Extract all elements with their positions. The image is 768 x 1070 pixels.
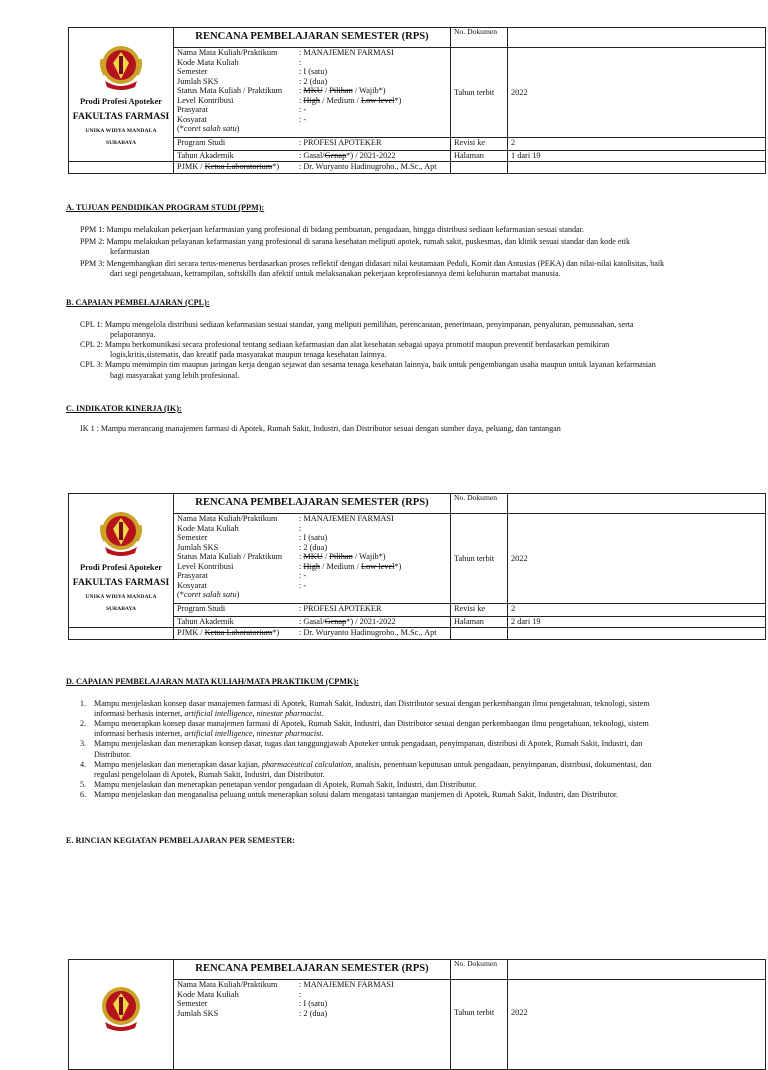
course-info-block: Nama Mata Kuliah/Praktikum : MANAJEMEN FARMASI Kode Mata Kuliah : Semester : I (satu) Jumlah SKS : 2 (dua) Status Mata Kuliah / Praktikum : MKU / Pilihan / Wajib*) Level Kontribusi : High / Medium / Low level*) Prasyarat : - Kosyarat : - (*coret salah satu) bbox=[174, 48, 451, 138]
course-name: : MANAJEMEN FARMASI bbox=[299, 980, 394, 989]
halaman-value: 2 dari 19 bbox=[508, 617, 766, 628]
tahun-terbit-value: 2022 bbox=[508, 48, 766, 138]
rps-title: RENCANA PEMBELAJARAN SEMESTER (RPS) bbox=[174, 28, 451, 48]
no-dokumen-label: No. Dokumen bbox=[451, 28, 508, 48]
university-logo-icon bbox=[99, 984, 143, 1032]
no-dokumen-value bbox=[508, 494, 766, 514]
section-e-title: E. RINCIAN KEGIATAN PEMBELAJARAN PER SEMESTER: bbox=[66, 836, 295, 845]
rps-header-table-1: Prodi Profesi Apoteker FAKULTAS FARMASI UNIKA WIDYA MANDALA SURABAYA RENCANA PEMBELAJARAN SEMESTER (RPS) No. Dokumen Nama Mata Kuliah/Praktikum : MANAJEMEN FARMASI Kode Mata Kuliah : Semester : I (satu) Jumlah SKS : 2 (dua) Status Mata Kuliah / Praktikum : MKU / Pilihan / Wajib*) Level Kontribusi : High / Medium / Low level*) Prasyarat : - Kosyarat : - (*coret salah satu) Tahun terbit 2022 Program Studi : PROFESI APOTEKER Revisi ke 2 Tahun Akademik : Gasal/Genap*) / 2021-2022 Halaman 1 dari 19 PJMK / Ketua Laboratorium*) : Dr. Wuryanto Hadinugroho., M.Sc., Apt bbox=[68, 27, 766, 174]
revisi-label: Revisi ke bbox=[451, 604, 508, 617]
list-item: 1. Mampu menjelaskan konsep dasar manajemen farmasi di Apotek, Rumah Sakit, Industri, dan Distributor sesuai dengan perkembangan ilmu pengetahuan, teknologi, sistem bbox=[80, 699, 650, 708]
rps-header-table-3 bbox=[68, 959, 766, 1070]
list-item: 4. Mampu menjelaskan dan menerapkan dasar kajian, pharmaceutical calculation, analisis, penentuan keputusan untuk pengadaan, penyimpanan, distribusi, dokumentasi, dan bbox=[80, 759, 652, 769]
pjmk-name: : Dr. Wuryanto Hadinugroho., M.Sc., Apt bbox=[299, 162, 437, 171]
rps-title: RENCANA PEMBELAJARAN SEMESTER (RPS) bbox=[174, 494, 451, 514]
revisi-value: 2 bbox=[508, 604, 766, 617]
rps-header-table-2: Prodi Profesi Apoteker FAKULTAS FARMASI UNIKA WIDYA MANDALA SURABAYA RENCANA PEMBELAJARAN SEMESTER (RPS) No. Dokumen Nama Mata Kuliah/Praktikum : MANAJEMEN FARMASI Kode Mata Kuliah : Semester : I (satu) Jumlah SKS : 2 (dua) Status Mata Kuliah / Praktikum : MKU / Pilihan / Wajib*) Level Kontribusi : High / Medium / Low level*) Prasyarat : - Kosyarat : - (*coret salah satu) Tahun terbit 2022 Program Studi : PROFESI APOTEKER Revisi ke 2 Tahun Akademik : Gasal/Genap*) / 2021-2022 Halaman 2 dari 19 PJMK / Ketua Laboratorium*) : Dr. Wuryanto Hadinugroho., M.Sc., Apt bbox=[68, 493, 766, 640]
institution-logo-cell bbox=[69, 494, 174, 628]
ik-list: IK 1 : Mampu merancang manajemen farmasi di Apotek, Rumah Sakit, Industri, dan Distributor sesuai dengan sumber daya, peluang, dan tantangan bbox=[80, 424, 561, 433]
cpl-list: CPL 1: Mampu mengelola distribusi sediaan kefarmasian sesuai standar, yang meliputi pemilihan, perencanaan, penerimaan, penyimpanan, penyaluran, pemusnahan, serta pelaporannya. CPL 2: Mampu berkomunikasi secara profesional tentang sediaan kefarmasian dan alat kesehatan sebagai upaya promotif maupun preventif berdasarkan pemikiran logis,kritis,sistematis, dan kreatif pada masyarakat maupun tenaga kesehatan lainnya. CPL 3: Mampu memimpin tim maupun jaringan kerja dengan sejawat dan sesama tenaga kesehatan lainnya, baik untuk pengembangan usaha maupun untuk layanan kefarmasian bagi masyarakat yang lebih profesional. bbox=[80, 320, 656, 380]
university-name: UNIKA WIDYA MANDALA bbox=[85, 594, 157, 601]
list-item: 3. Mampu menjelaskan dan menerapkan konsep dasar, tugas dan tanggungjawab Apoteker untuk pengadaan, penyimpanan, distribusi di Apotek, Rumah Sakit, Industri, dan bbox=[80, 739, 643, 749]
rps-title: RENCANA PEMBELAJARAN SEMESTER (RPS) bbox=[174, 960, 451, 980]
section-a-title: A. TUJUAN PENDIDIKAN PROGRAM STUDI (PPM): bbox=[66, 203, 265, 212]
tahun-terbit-label: Tahun terbit bbox=[451, 980, 508, 1070]
list-item: 5. Mampu menjelaskan dan menerapkan penetapan vendor pengadaan di Apotek, Rumah Sakit, Industri, dan Distributor. bbox=[80, 779, 477, 789]
section-d-title: D. CAPAIAN PEMBELAJARAN MATA KULIAH/MATA PRAKTIKUM (CPMK): bbox=[66, 677, 359, 686]
city-name: SURABAYA bbox=[105, 605, 137, 612]
prodi-name: Prodi Profesi Apoteker bbox=[79, 562, 163, 572]
prodi-name: Prodi Profesi Apoteker bbox=[79, 96, 163, 106]
tahun-terbit-value: 2022 bbox=[508, 514, 766, 604]
course-name: : MANAJEMEN FARMASI bbox=[299, 48, 394, 57]
halaman-value: 1 dari 19 bbox=[508, 151, 766, 162]
tahun-terbit-label: Tahun terbit bbox=[451, 514, 508, 604]
institution-logo-cell bbox=[69, 960, 174, 1070]
tahun-terbit-value: 2022 bbox=[508, 980, 766, 1070]
halaman-label: Halaman bbox=[451, 617, 508, 628]
no-dokumen-value bbox=[508, 960, 766, 980]
faculty-name: FAKULTAS FARMASI bbox=[72, 577, 170, 589]
course-info-block: Nama Mata Kuliah/Praktikum : MANAJEMEN FARMASI Kode Mata Kuliah : Semester : I (satu) Jumlah SKS : 2 (dua) Status Mata Kuliah / Praktikum : MKU / Pilihan / Wajib*) Level Kontribusi : High / Medium / Low level*) Prasyarat : - Kosyarat : - (*coret salah satu) bbox=[174, 514, 451, 604]
faculty-name: FAKULTAS FARMASI bbox=[72, 111, 170, 123]
tahun-terbit-label: Tahun terbit bbox=[451, 48, 508, 138]
no-dokumen-label: No. Dokumen bbox=[451, 960, 508, 980]
section-b-title: B. CAPAIAN PEMBELAJARAN (CPL): bbox=[66, 298, 210, 307]
revisi-value: 2 bbox=[508, 138, 766, 151]
ppm-list: PPM 1: Mampu melakukan pekerjaan kefarmasian yang profesional di bidang pembuatan, pengadaan, hingga distribusi sediaan kefarmasian sesuai standar. PPM 2: Mampu melakukan pelayanan kefarmasian yang profesional di sarana kesehatan meliputi apotek, rumah sakit, puskesmas, dan klinik sesuai standar dan kode etik kefarmasian PPM 3: Mengembangkan diri secara terus-menerus berdasarkan proses reflektif dengan didasari nilai keutamaan Peduli, Komit dan Antusias (PEKA) dan nilai-nilai katolisitas, baik dari segi pengetahuan, ketrampilan, softskills dan afektif untuk melaksanakan pekerjaan keprofesiannya demi keluhuran martabat manusia. bbox=[80, 225, 665, 279]
revisi-label: Revisi ke bbox=[451, 138, 508, 151]
university-name: UNIKA WIDYA MANDALA bbox=[85, 128, 157, 135]
institution-logo-cell bbox=[69, 28, 174, 162]
section-c-title: C. INDIKATOR KINERJA (IK): bbox=[66, 404, 182, 413]
halaman-label: Halaman bbox=[451, 151, 508, 162]
course-info-block: Nama Mata Kuliah/Praktikum : MANAJEMEN FARMASI Kode Mata Kuliah : Semester : I (satu) Jumlah SKS : 2 (dua) bbox=[174, 980, 451, 1070]
list-item: 2. Mampu menerapkan konsep dasar manajemen farmasi di Apotek, Rumah Sakit, Industri, dan Distributor sesuai dengan perkembangan ilmu pengetahuan, teknologi, sistem bbox=[80, 719, 649, 729]
course-name: : MANAJEMEN FARMASI bbox=[299, 514, 394, 523]
city-name: SURABAYA bbox=[105, 139, 137, 146]
program-studi: : PROFESI APOTEKER bbox=[299, 138, 382, 147]
pjmk-name: : Dr. Wuryanto Hadinugroho., M.Sc., Apt bbox=[299, 628, 437, 637]
cpmk-list: 1. Mampu menjelaskan konsep dasar manajemen farmasi di Apotek, Rumah Sakit, Industri, dan Distributor sesuai dengan perkembangan ilmu pengetahuan, teknologi, sistem informasi berbasis internet, artificial intelligence, ninestar pharmacist. 2. Mampu menerapkan konsep dasar manajemen farmasi di Apotek, Rumah Sakit, Industri, dan Distributor sesuai dengan perkembangan ilmu pengetahuan, teknologi, sistem informasi berbasis internet, artificial intelligence, ninestar pharmacist. 3. Mampu menjelaskan dan menerapkan konsep dasar, tugas dan tanggungjawab Apoteker untuk pengadaan, penyimpanan, distribusi di Apotek, Rumah Sakit, Industri, dan Distributor. 4. Mampu menjelaskan dan menerapkan dasar kajian, pharmaceutical calculation, analisis, penentuan keputusan untuk pengadaan, penyimpanan, distribusi, dokumentasi, dan regulasi pengelolaan di Apotek, Rumah Sakit, Industri, dan Distributor. 5. Mampu menjelaskan dan menerapkan penetapan vendor pengadaan di Apotek, Rumah Sakit, Industri, dan Distributor. 6. Mampu menjelaskan dan menganalisa peluang untuk menerapkan solusi dalam mengatasi tantangan manjemen di Apotek, Rumah Sakit, Industri, dan Distributor. bbox=[80, 699, 742, 800]
no-dokumen-label: No. Dokumen bbox=[451, 494, 508, 514]
program-studi: : PROFESI APOTEKER bbox=[299, 604, 382, 613]
no-dokumen-value bbox=[508, 28, 766, 48]
university-logo-icon bbox=[99, 509, 143, 557]
university-logo-icon bbox=[99, 43, 143, 91]
list-item: 6. Mampu menjelaskan dan menganalisa peluang untuk menerapkan solusi dalam mengatasi tantangan manjemen di Apotek, Rumah Sakit, Industri, dan Distributor. bbox=[80, 789, 619, 799]
